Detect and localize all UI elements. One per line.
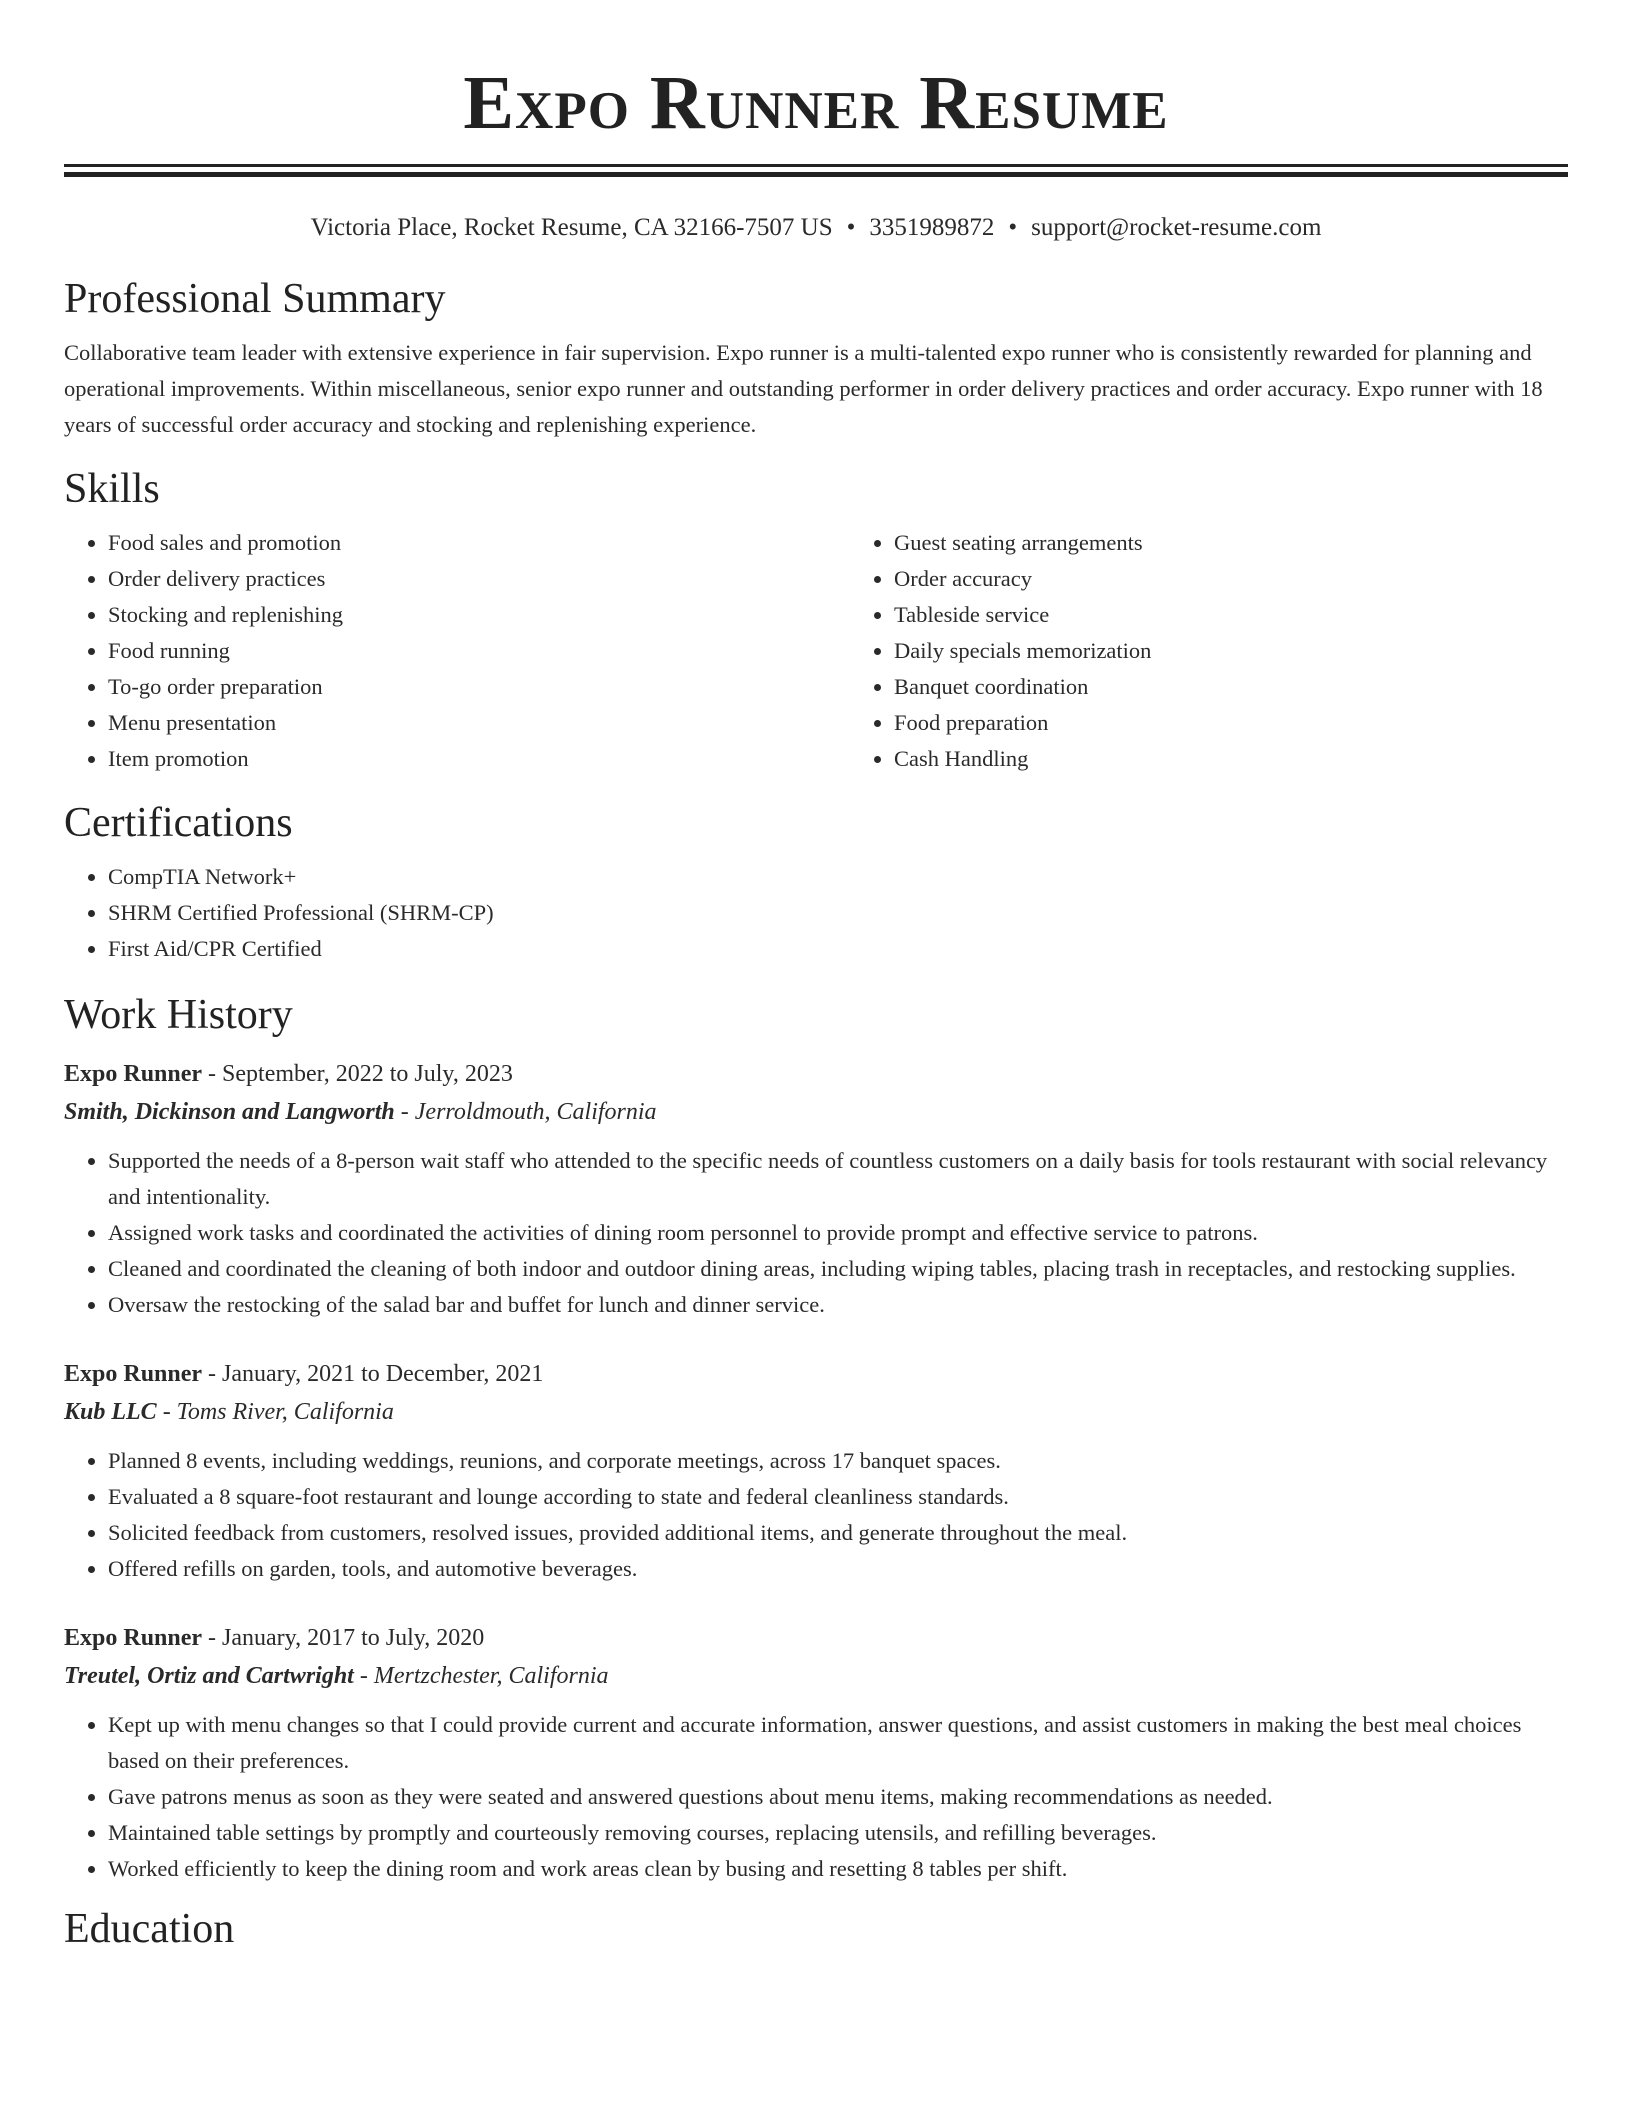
certification-item: • CompTIA Network+ xyxy=(108,859,1568,895)
job-location: - Jerroldmouth, California xyxy=(394,1099,657,1125)
certification-item: • First Aid/CPR Certified xyxy=(108,931,1568,967)
skill-item: • Order accuracy xyxy=(894,561,1632,597)
certifications-heading: Certifications xyxy=(64,800,293,846)
job-bullet: • Supported the needs of a 8-person wait staff who attended to the specific needs of countless customers on a daily basis for tools restaurant with social relevancy and intentionality. xyxy=(108,1143,1568,1215)
job-company: Treutel, Ortiz and Cartwright xyxy=(64,1663,354,1689)
job-location: - Mertzchester, California xyxy=(353,1663,609,1689)
job-dates: - September, 2022 to July, 2023 xyxy=(202,1061,513,1087)
job-entry xyxy=(64,1055,1568,1323)
skills-heading: Skills xyxy=(64,466,160,512)
job-title: Expo Runner xyxy=(64,1625,203,1651)
job-company-line xyxy=(64,1657,1568,1695)
job-bullets xyxy=(64,1443,1568,1587)
job-entry xyxy=(64,1355,1568,1587)
skill-item: • Order delivery practices xyxy=(108,561,850,597)
job-company-line xyxy=(64,1093,1568,1131)
job-title-line xyxy=(64,1619,1568,1657)
job-bullet: • Assigned work tasks and coordinated the activities of dining room personnel to provide prompt and effective service to patrons. xyxy=(108,1215,1568,1251)
job-entry xyxy=(64,1619,1568,1887)
job-dates: - January, 2017 to July, 2020 xyxy=(202,1625,485,1651)
job-bullet: • Worked efficiently to keep the dining room and work areas clean by busing and resetting 8 tables per shift. xyxy=(108,1851,1568,1887)
skill-item: • To-go order preparation xyxy=(108,669,850,705)
contact-address: Victoria Place, Rocket Resume, CA 32166-7507 US xyxy=(310,214,833,241)
education-heading: Education xyxy=(64,1906,235,1952)
contact-email[interactable]: support@rocket-resume.com xyxy=(1031,214,1322,241)
job-title: Expo Runner xyxy=(64,1061,203,1087)
summary-heading: Professional Summary xyxy=(64,276,446,322)
job-bullets xyxy=(64,1143,1568,1323)
title-rule-thin xyxy=(64,164,1568,167)
job-bullet: • Maintained table settings by promptly and courteously removing courses, replacing utensils, and refilling beverages. xyxy=(108,1815,1568,1851)
job-bullet: • Evaluated a 8 square-foot restaurant and lounge according to state and federal cleanliness standards. xyxy=(108,1479,1568,1515)
job-company: Kub LLC xyxy=(64,1399,157,1425)
skill-item: • Stocking and replenishing xyxy=(108,597,850,633)
job-location: - Toms River, California xyxy=(156,1399,394,1425)
job-bullets xyxy=(64,1707,1568,1887)
skill-item: • Cash Handling xyxy=(894,741,1632,777)
contact-separator: • xyxy=(1008,214,1018,241)
skill-item: • Daily specials memorization xyxy=(894,633,1632,669)
skills-list-left xyxy=(64,525,850,777)
skill-item: • Item promotion xyxy=(108,741,850,777)
job-title: Expo Runner xyxy=(64,1361,203,1387)
job-dates: - January, 2021 to December, 2021 xyxy=(202,1361,544,1387)
skill-item: • Food running xyxy=(108,633,850,669)
skill-item: • Guest seating arrangements xyxy=(894,525,1632,561)
job-bullet: • Cleaned and coordinated the cleaning of both indoor and outdoor dining areas, including wiping tables, placing trash in receptacles, and restocking supplies. xyxy=(108,1251,1568,1287)
job-bullet: • Kept up with menu changes so that I could provide current and accurate information, answer questions, and assist customers in making the best meal choices based on their preferences. xyxy=(108,1707,1568,1779)
certifications-list xyxy=(64,859,1568,967)
job-bullet: • Gave patrons menus as soon as they were seated and answered questions about menu items, making recommendations as needed. xyxy=(108,1779,1568,1815)
job-company-line xyxy=(64,1393,1568,1431)
summary-text: Collaborative team leader with extensive experience in fair supervision. Expo runner is a multi-talented expo runner who is consistently rewarded for planning and operational improvements. Within miscellaneous, senior expo runner and outstanding performer in order delivery practices and order accuracy. Expo runner with 18 years of successful order accuracy and stocking and replenishing experience. xyxy=(64,340,1543,437)
job-title-line xyxy=(64,1355,1568,1393)
job-bullet: • Planned 8 events, including weddings, reunions, and corporate meetings, across 17 banquet spaces. xyxy=(108,1443,1568,1479)
skill-item: • Food sales and promotion xyxy=(108,525,850,561)
job-company: Smith, Dickinson and Langworth xyxy=(64,1099,395,1125)
job-bullet: • Solicited feedback from customers, resolved issues, provided additional items, and generate throughout the meal. xyxy=(108,1515,1568,1551)
skill-item: • Banquet coordination xyxy=(894,669,1632,705)
skills-list-right xyxy=(850,525,1632,777)
work-history-heading: Work History xyxy=(64,992,293,1038)
skills-grid xyxy=(64,525,1568,777)
resume-title: Expo Runner Resume xyxy=(463,61,1169,145)
job-title-line xyxy=(64,1055,1568,1093)
certification-item: • SHRM Certified Professional (SHRM-CP) xyxy=(108,895,1568,931)
title-rule-thick xyxy=(64,172,1568,177)
job-bullet: • Offered refills on garden, tools, and automotive beverages. xyxy=(108,1551,1568,1587)
contact-phone: 3351989872 xyxy=(869,214,995,241)
contact-separator: • xyxy=(846,214,856,241)
contact-line xyxy=(64,211,1568,245)
skill-item: • Tableside service xyxy=(894,597,1632,633)
skill-item: • Menu presentation xyxy=(108,705,850,741)
skill-item: • Food preparation xyxy=(894,705,1632,741)
job-bullet: • Oversaw the restocking of the salad bar and buffet for lunch and dinner service. xyxy=(108,1287,1568,1323)
